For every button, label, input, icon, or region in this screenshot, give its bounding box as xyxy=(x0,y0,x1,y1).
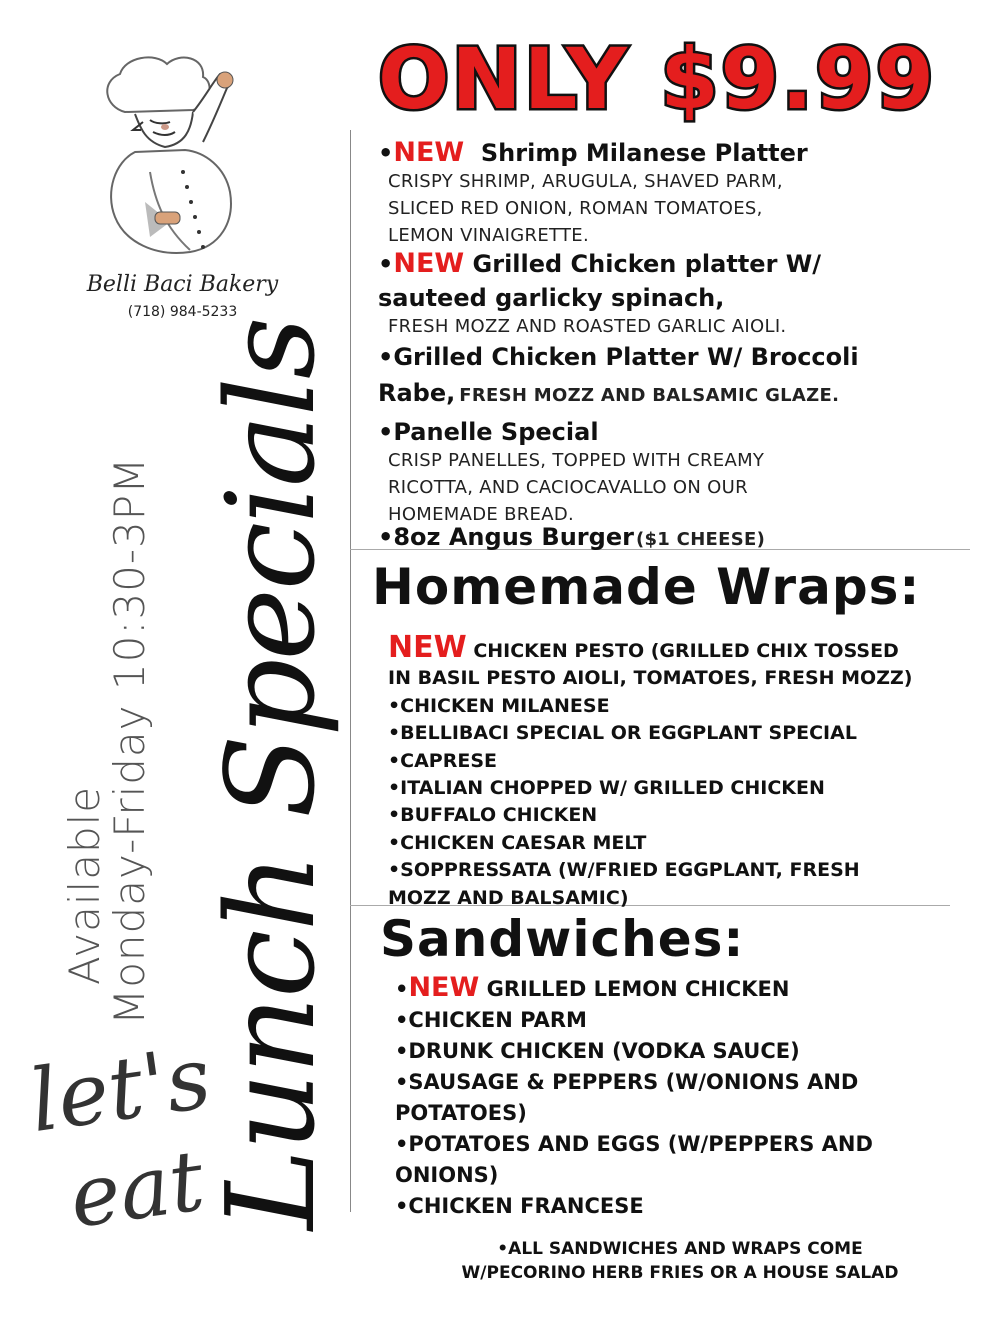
wrap-item: •BELLIBACI SPECIAL OR EGGPLANT SPECIAL xyxy=(388,722,857,745)
special-desc: RICOTTA, AND CACIOCAVALLO ON OUR xyxy=(388,477,748,498)
special-desc: HOMEMADE BREAD. xyxy=(388,504,575,525)
hours-label: Monday-Friday 10:30-3PM xyxy=(105,456,154,1025)
new-badge: NEW xyxy=(393,137,465,168)
new-badge: NEW xyxy=(408,972,480,1003)
wrap-item: •ITALIAN CHOPPED W/ GRILLED CHICKEN xyxy=(388,777,825,800)
bullet: • xyxy=(378,250,394,278)
price-headline: ONLY $9.99 xyxy=(378,30,936,128)
special-title: •8oz Angus Burger xyxy=(378,523,634,551)
wrap-item: IN BASIL PESTO AIOLI, TOMATOES, FRESH MOZZ) xyxy=(388,667,913,690)
special-desc: FRESH MOZZ AND BALSAMIC GLAZE. xyxy=(459,385,840,406)
lunch-specials-title: Lunch Specials xyxy=(200,318,342,1230)
special-title: Shrimp Milanese Platter xyxy=(480,139,808,167)
special-desc: ($1 CHEESE) xyxy=(635,529,766,550)
sandwich-item: •CHICKEN PARM xyxy=(395,1008,587,1032)
footer-note xyxy=(420,1237,940,1285)
wrap-item: •CHICKEN MILANESE xyxy=(388,694,610,717)
special-title-line2: Rabe, xyxy=(378,379,456,407)
eat-script: eat xyxy=(63,1131,210,1247)
sandwich-item: •CHICKEN FRANCESE xyxy=(395,1194,644,1218)
special-panelle xyxy=(378,417,968,528)
bullet: • xyxy=(378,139,394,167)
footer-line: •ALL SANDWICHES AND WRAPS COME xyxy=(497,1239,863,1259)
special-desc: CRISPY SHRIMP, ARUGULA, SHAVED PARM, xyxy=(388,171,783,192)
special-title-line2: sauteed garlicky spinach, xyxy=(378,284,725,312)
special-desc: SLICED RED ONION, ROMAN TOMATOES, xyxy=(388,198,763,219)
footer-line: W/PECORINO HERB FRIES OR A HOUSE SALAD xyxy=(461,1263,899,1283)
wrap-item: •BUFFALO CHICKEN xyxy=(388,804,598,827)
sandwich-item: •POTATOES AND EGGS (W/PEPPERS AND xyxy=(395,1132,873,1156)
sandwich-item: •DRUNK CHICKEN (VODKA SAUCE) xyxy=(395,1039,800,1063)
new-badge: NEW xyxy=(393,248,465,279)
vertical-divider xyxy=(350,130,351,1212)
special-desc: LEMON VINAIGRETTE. xyxy=(388,225,589,246)
special-title: •Panelle Special xyxy=(378,418,599,446)
special-desc: CRISP PANELLES, TOPPED WITH CREAMY xyxy=(388,450,765,471)
special-title: •Grilled Chicken Platter W/ Broccoli xyxy=(378,343,859,371)
wrap-item: •SOPPRESSATA (W/FRIED EGGPLANT, FRESH xyxy=(388,859,860,882)
wrap-item: CHICKEN PESTO (GRILLED CHIX TOSSED xyxy=(473,640,899,662)
sandwich-item: •SAUSAGE & PEPPERS (W/ONIONS AND xyxy=(395,1070,859,1094)
brand-phone: (718) 984-5233 xyxy=(127,304,238,320)
bullet: • xyxy=(395,977,409,1001)
special-angus-burger xyxy=(378,522,968,553)
special-grilled-chicken-spinach xyxy=(378,249,968,340)
sandwich-item: GRILLED LEMON CHICKEN xyxy=(486,977,790,1001)
sandwich-item: ONIONS) xyxy=(395,1163,499,1187)
special-title: Grilled Chicken platter W/ xyxy=(472,250,821,278)
special-shrimp-milanese xyxy=(378,138,968,249)
special-grilled-chicken-broccoli xyxy=(378,342,968,409)
wraps-heading: Homemade Wraps: xyxy=(372,558,921,616)
sandwich-item: POTATOES) xyxy=(395,1101,527,1125)
brand-name: Belli Baci Bakery xyxy=(86,272,279,297)
available-label: Available xyxy=(60,785,109,985)
special-desc: FRESH MOZZ AND ROASTED GARLIC AIOLI. xyxy=(388,316,787,337)
lets-script: let's xyxy=(23,1027,217,1153)
wrap-item: •CHICKEN CAESAR MELT xyxy=(388,831,647,854)
sandwiches-heading: Sandwiches: xyxy=(380,910,745,968)
sandwiches-list xyxy=(395,972,965,1222)
new-badge: NEW xyxy=(388,630,467,665)
wraps-list xyxy=(388,630,968,912)
chef-logo-icon xyxy=(95,52,275,267)
wrap-item: MOZZ AND BALSAMIC) xyxy=(388,886,629,909)
wrap-item: •CAPRESE xyxy=(388,749,497,772)
